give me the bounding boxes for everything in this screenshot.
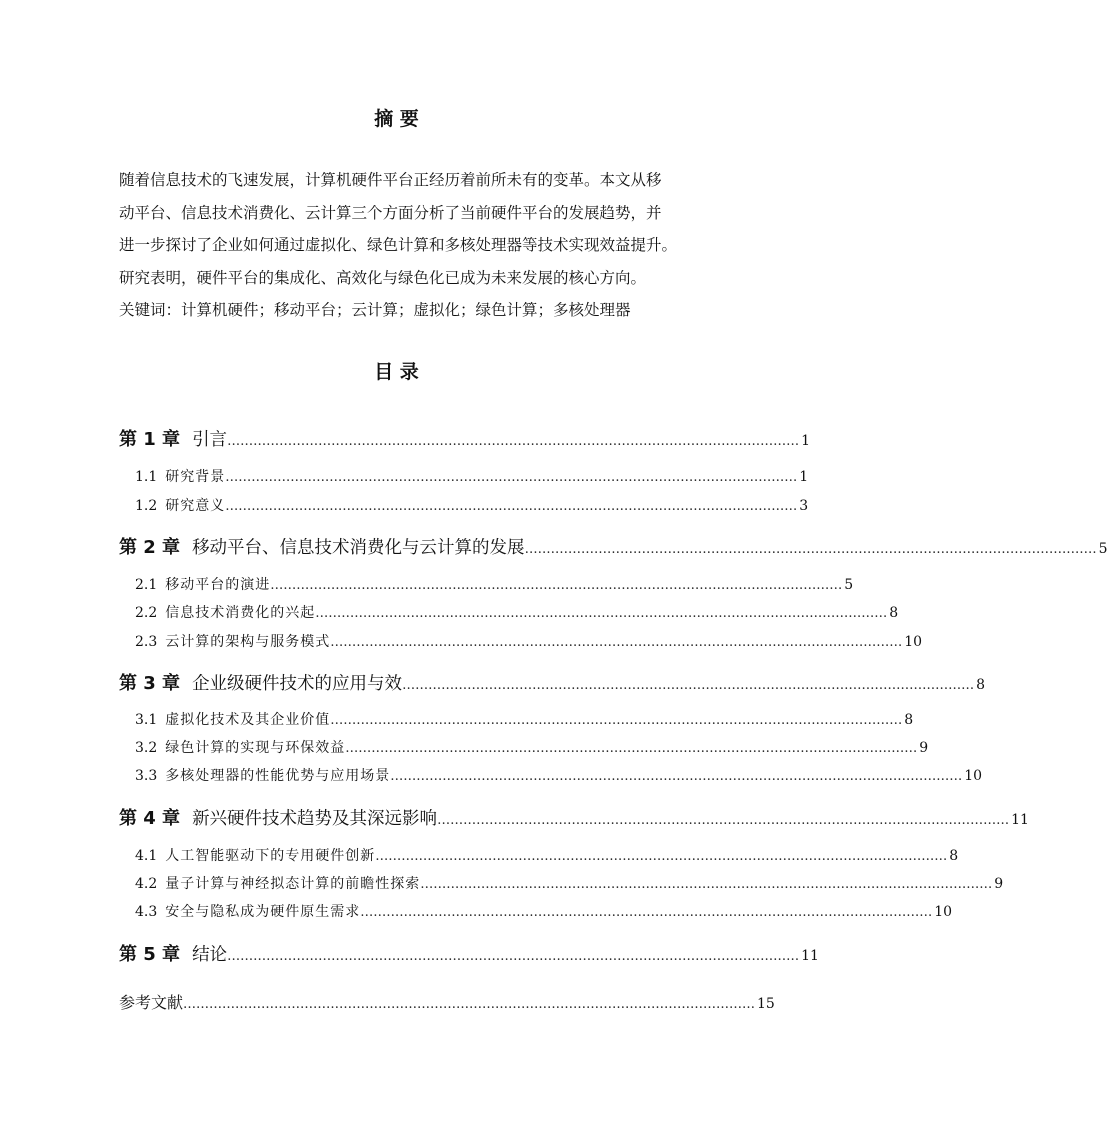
toc-section-4-2[interactable] — [135, 873, 1004, 893]
leader-dots: …………………………………………………………………………………………………………………… — [437, 813, 1010, 828]
page-number: 10 — [964, 768, 983, 784]
abstract-line: 随着信息技术的飞速发展，计算机硬件平台正经历着前所未有的变革。本文从移 — [119, 171, 662, 189]
chapter-number: 第 5 章 — [119, 944, 181, 965]
section-number: 3.3 — [135, 768, 158, 784]
page-number: 5 — [844, 577, 854, 593]
section-number: 4.3 — [135, 904, 158, 920]
section-number: 2.1 — [135, 577, 158, 593]
page-number: 11 — [801, 948, 819, 964]
leader-dots: …………………………………………………………………………………………………………………… — [225, 470, 798, 485]
toc-section-2-1[interactable] — [135, 574, 854, 594]
page-number: 10 — [904, 634, 923, 650]
leader-dots: …………………………………………………………………………………………………………………… — [524, 542, 1097, 557]
chapter-number: 第 3 章 — [119, 673, 181, 694]
chapter-title: 企业级硬件技术的应用与效 — [192, 674, 403, 694]
section-number: 2.2 — [135, 605, 158, 621]
leader-dots: …………………………………………………………………………………………………………………… — [345, 741, 918, 756]
section-title: 移动平台的演进 — [165, 577, 271, 593]
page-number: 9 — [919, 740, 929, 756]
page-number: 8 — [949, 848, 959, 864]
chapter-title: 结论 — [192, 945, 228, 965]
section-number: 1.1 — [135, 469, 158, 485]
section-title: 云计算的架构与服务模式 — [165, 634, 331, 650]
toc-title: 目 录 — [374, 361, 419, 383]
section-number: 2.3 — [135, 634, 158, 650]
toc-chapter-4[interactable] — [119, 804, 1029, 830]
page-number: 3 — [799, 498, 809, 514]
leader-dots: …………………………………………………………………………………………………………………… — [270, 578, 843, 593]
toc-section-4-1[interactable] — [135, 845, 959, 865]
toc-references[interactable] — [119, 990, 775, 1013]
toc-chapter-1[interactable] — [119, 425, 810, 451]
leader-dots: …………………………………………………………………………………………………………………… — [360, 905, 933, 920]
toc-section-2-2[interactable] — [135, 602, 899, 622]
page-number: 8 — [889, 605, 899, 621]
section-title: 研究意义 — [165, 498, 226, 514]
leader-dots: …………………………………………………………………………………………………………………… — [390, 769, 963, 784]
page-number: 15 — [757, 996, 775, 1012]
page-number: 1 — [801, 433, 810, 449]
page-number: 1 — [799, 469, 809, 485]
references-title: 参考文献 — [119, 993, 184, 1012]
keywords-line: 关键词：计算机硬件；移动平台；云计算；虚拟化；绿色计算；多核处理器 — [119, 301, 631, 319]
page-number: 9 — [994, 876, 1004, 892]
section-title: 研究背景 — [165, 469, 226, 485]
page-number: 5 — [1098, 541, 1107, 557]
chapter-number: 第 1 章 — [119, 429, 181, 450]
section-title: 安全与隐私成为硬件原生需求 — [165, 904, 361, 920]
leader-dots: …………………………………………………………………………………………………………………… — [315, 606, 888, 621]
leader-dots: …………………………………………………………………………………………………………………… — [330, 635, 903, 650]
toc-chapter-2[interactable] — [119, 533, 1107, 559]
section-number: 4.2 — [135, 876, 158, 892]
section-title: 绿色计算的实现与环保效益 — [165, 740, 346, 756]
toc-section-3-2[interactable] — [135, 737, 929, 757]
chapter-title: 移动平台、信息技术消费化与云计算的发展 — [192, 538, 525, 558]
chapter-title: 引言 — [192, 430, 228, 450]
leader-dots: …………………………………………………………………………………………………………………… — [183, 997, 756, 1012]
toc-section-4-3[interactable] — [135, 901, 953, 921]
abstract-line: 研究表明，硬件平台的集成化、高效化与绿色化已成为未来发展的核心方向。 — [119, 268, 647, 287]
section-title: 人工智能驱动下的专用硬件创新 — [165, 848, 376, 864]
section-title: 信息技术消费化的兴起 — [165, 605, 316, 621]
abstract-body — [119, 164, 699, 327]
leader-dots: …………………………………………………………………………………………………………………… — [420, 877, 993, 892]
section-number: 4.1 — [135, 848, 158, 864]
leader-dots: …………………………………………………………………………………………………………………… — [227, 949, 800, 964]
toc-section-3-1[interactable] — [135, 709, 914, 729]
leader-dots: …………………………………………………………………………………………………………………… — [227, 434, 800, 449]
page-number: 11 — [1011, 812, 1029, 828]
toc-section-1-2[interactable] — [135, 495, 809, 515]
toc-section-3-3[interactable] — [135, 765, 983, 785]
section-title: 量子计算与神经拟态计算的前瞻性探索 — [165, 876, 421, 892]
abstract-line: 进一步探讨了企业如何通过虚拟化、绿色计算和多核处理器等技术实现效益提升。 — [119, 236, 678, 254]
section-number: 3.1 — [135, 712, 158, 728]
leader-dots: …………………………………………………………………………………………………………………… — [330, 713, 903, 728]
leader-dots: …………………………………………………………………………………………………………………… — [375, 849, 948, 864]
abstract-title: 摘 要 — [374, 108, 419, 130]
page-number: 8 — [976, 677, 985, 693]
chapter-title: 新兴硬件技术趋势及其深远影响 — [192, 809, 438, 829]
toc-section-1-1[interactable] — [135, 466, 809, 486]
chapter-number: 第 4 章 — [119, 808, 181, 829]
toc-chapter-3[interactable] — [119, 669, 985, 695]
section-title: 虚拟化技术及其企业价值 — [165, 712, 331, 728]
section-number: 1.2 — [135, 498, 158, 514]
page-number: 10 — [934, 904, 953, 920]
toc-chapter-5[interactable] — [119, 940, 819, 966]
leader-dots: …………………………………………………………………………………………………………………… — [402, 678, 975, 693]
abstract-line: 动平台、信息技术消费化、云计算三个方面分析了当前硬件平台的发展趋势，并 — [119, 203, 662, 222]
section-title: 多核处理器的性能优势与应用场景 — [165, 768, 391, 784]
page-number: 8 — [904, 712, 914, 728]
leader-dots: …………………………………………………………………………………………………………………… — [225, 499, 798, 514]
chapter-number: 第 2 章 — [119, 537, 181, 558]
toc-section-2-3[interactable] — [135, 631, 923, 651]
section-number: 3.2 — [135, 740, 158, 756]
